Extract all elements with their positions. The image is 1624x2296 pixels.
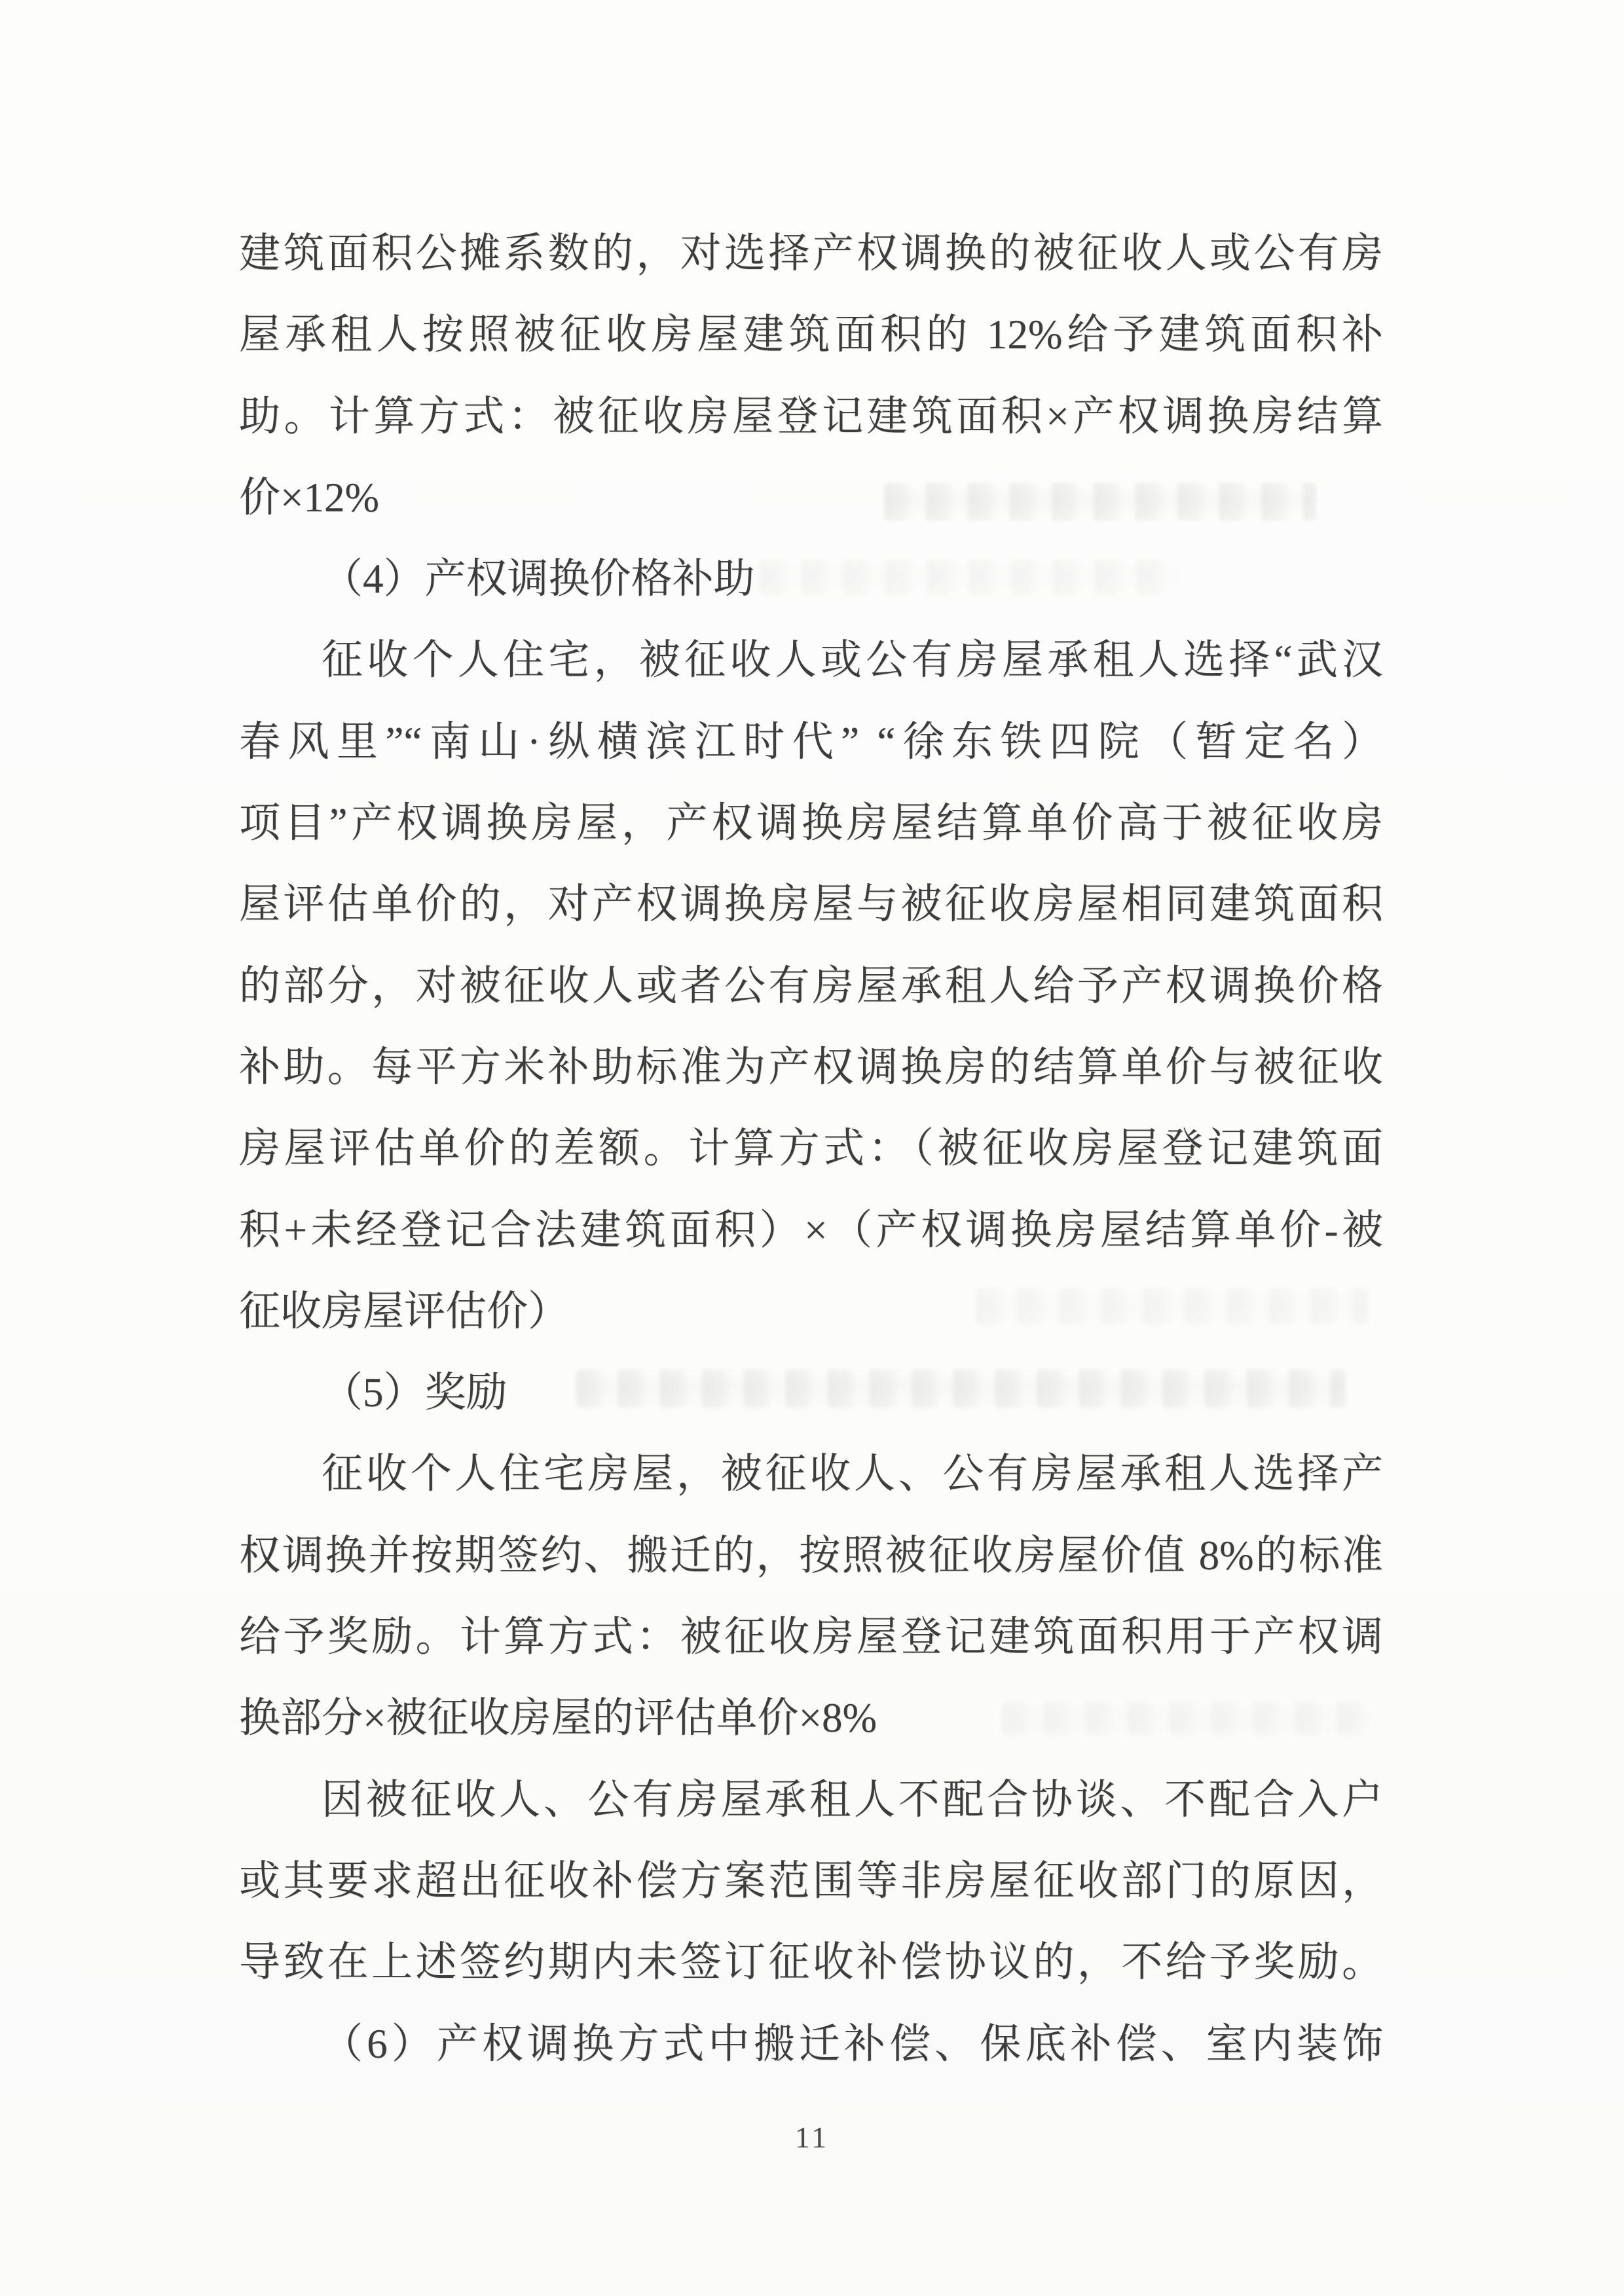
paragraph-heading: （6）产权调换方式中搬迁补偿、保底补偿、室内装饰 [322, 2020, 1383, 2067]
text-line: 助。计算方式：被征收房屋登记建筑面积×产权调换房结算 [239, 393, 1383, 439]
text-line: 的部分，对被征收人或者公有房屋承租人给予产权调换价格 [239, 962, 1383, 1009]
text-line: 或其要求超出征收补偿方案范围等非房屋征收部门的原因， [239, 1857, 1383, 1904]
bleed-through-artifact [976, 1288, 1369, 1324]
paragraph-heading: （5）奖励 [322, 1370, 507, 1416]
text-line: 春风里”“南山·纵横滨江时代” “徐东铁四院（暂定名） [239, 718, 1383, 765]
text-line: 权调换并按期签约、搬迁的，按照被征收房屋价值 8%的标准 [239, 1532, 1383, 1578]
text-line: 因被征收人、公有房屋承租人不配合协谈、不配合入户 [322, 1776, 1383, 1823]
formula-line: 征收房屋评估价） [239, 1288, 569, 1334]
page-number: 11 [794, 2121, 830, 2154]
paragraph-heading: （4）产权调换价格补助 [322, 556, 755, 602]
bleed-through-artifact [760, 559, 1179, 595]
text-line: 屋承租人按照被征收房屋建筑面积的 12%给予建筑面积补 [239, 312, 1383, 358]
text-line: 补助。每平方米补助标准为产权调换房的结算单价与被征收 [239, 1044, 1383, 1090]
text-line: 建筑面积公摊系数的，对选择产权调换的被征收人或公有房 [239, 230, 1383, 276]
text-line: 项目”产权调换房屋，产权调换房屋结算单价高于被征收房 [239, 800, 1383, 847]
text-line: 积+未经登记合法建筑面积）×（产权调换房屋结算单价-被 [239, 1207, 1383, 1253]
bleed-through-artifact [576, 1370, 1346, 1408]
bleed-through-artifact [884, 483, 1316, 520]
formula-line: 换部分×被征收房屋的评估单价×8% [239, 1695, 877, 1741]
text-line: 房屋评估单价的差额。计算方式：（被征收房屋登记建筑面 [239, 1125, 1383, 1172]
formula-line: 价×12% [239, 474, 380, 520]
text-line: 导致在上述签约期内未签订征收补偿协议的，不给予奖励。 [239, 1939, 1383, 1986]
text-line: 征收个人住宅，被征收人或公有房屋承租人选择“武汉 [322, 637, 1383, 683]
text-line: 给予奖励。计算方式：被征收房屋登记建筑面积用于产权调 [239, 1614, 1383, 1660]
text-line: 屋评估单价的，对产权调换房屋与被征收房屋相同建筑面积 [239, 881, 1383, 928]
text-line: 征收个人住宅房屋，被征收人、公有房屋承租人选择产 [322, 1451, 1383, 1497]
bleed-through-artifact [1002, 1702, 1369, 1735]
